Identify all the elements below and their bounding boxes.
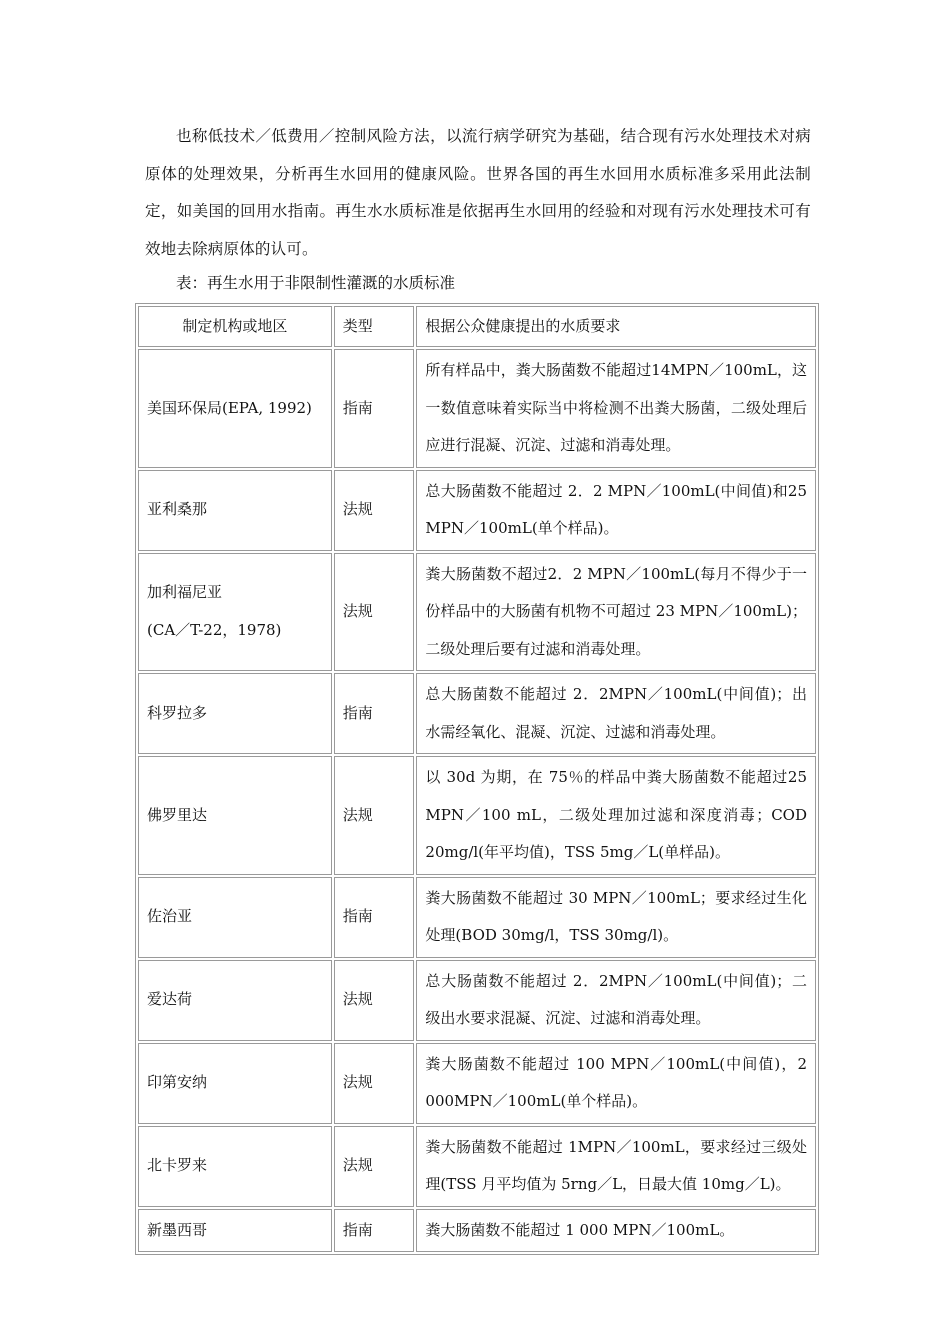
table-row — [138, 877, 816, 958]
org-cell — [138, 470, 332, 551]
requirement-cell: 所有样品中，粪大肠菌数不能超过14MPN／100mL，这一数值意味着实际当中将检测不出粪大肠菌，二级处理后应进行混凝、沉淀、过滤和消毒处理。 — [416, 349, 816, 468]
requirement-cell: 粪大肠菌数不能超过 1 000 MPN／100mL。 — [416, 1209, 816, 1253]
table-row — [138, 1209, 816, 1253]
header-org: 制定机构或地区 — [138, 306, 332, 347]
org-cell — [138, 877, 332, 958]
org-cell — [138, 1209, 332, 1253]
org-name: 印第安纳 — [147, 1073, 208, 1092]
requirement-cell: 总大肠菌数不能超过 2．2 MPN／100mL(中间值)和25 MPN／100mL(单个样品)。 — [416, 470, 816, 551]
intro-paragraph: 也称低技术／低费用／控制风险方法，以流行病学研究为基础，结合现有污水处理技术对病原体的处理效果，分析再生水回用的健康风险。世界各国的再生水回用水质标准多采用此法制定，如美国的回用水指南。再生水水质标准是依据再生水回用的经验和对现有污水处理技术可有效地去除病原体的认可。 — [145, 127, 811, 258]
table-header-row — [138, 306, 816, 347]
table-row — [138, 673, 816, 754]
type-cell: 法规 — [334, 1043, 415, 1124]
org-name: 北卡罗来 — [147, 1156, 208, 1175]
org-cell — [138, 1126, 332, 1207]
type-cell: 法规 — [334, 553, 415, 672]
org-name: 亚利桑那 — [147, 500, 208, 519]
org-name-detail: (CA／T-22，1978) — [147, 620, 282, 639]
org-cell — [138, 673, 332, 754]
table-row — [138, 960, 816, 1041]
table-row — [138, 470, 816, 551]
requirement-cell: 粪大肠菌数不能超过 100 MPN／100mL(中间值)，2 000MPN／100mL(单个样品)。 — [416, 1043, 816, 1124]
type-cell: 法规 — [334, 1126, 415, 1207]
table-row — [138, 349, 816, 468]
org-cell — [138, 756, 332, 875]
org-name: 爱达荷 — [147, 990, 193, 1009]
type-cell: 指南 — [334, 349, 415, 468]
type-cell: 法规 — [334, 756, 415, 875]
header-requirement: 根据公众健康提出的水质要求 — [416, 306, 816, 347]
table-row — [138, 553, 816, 672]
requirement-cell: 总大肠菌数不能超过 2．2MPN／100mL(中间值)；二级出水要求混凝、沉淀、过滤和消毒处理。 — [416, 960, 816, 1041]
table-row — [138, 1043, 816, 1124]
requirement-cell: 粪大肠菌数不能超过 30 MPN／100mL；要求经过生化处理(BOD 30mg/l，TSS 30mg/l)。 — [416, 877, 816, 958]
requirement-cell: 以 30d 为期，在 75％的样品中粪大肠菌数不能超过25 MPN／100 mL，二级处理加过滤和深度消毒；COD 20mg/l(年平均值)，TSS 5mg／L(单样品)。 — [416, 756, 816, 875]
requirement-cell: 粪大肠菌数不超过2．2 MPN／100mL(每月不得少于一份样品中的大肠菌有机物不可超过 23 MPN／100mL)；二级处理后要有过滤和消毒处理。 — [416, 553, 816, 672]
table-row — [138, 756, 816, 875]
org-name: 加利福尼亚 — [147, 583, 223, 602]
water-quality-standards-table — [135, 303, 819, 1255]
org-name: 科罗拉多 — [147, 703, 208, 722]
org-name: 佛罗里达 — [147, 805, 208, 824]
org-name: 新墨西哥 — [147, 1220, 208, 1239]
type-cell: 法规 — [334, 470, 415, 551]
org-cell — [138, 553, 332, 672]
table-caption: 表：再生水用于非限制性灌溉的水质标准 — [176, 274, 456, 292]
type-cell: 指南 — [334, 877, 415, 958]
type-cell: 指南 — [334, 673, 415, 754]
org-cell — [138, 960, 332, 1041]
org-cell — [138, 349, 332, 468]
table-row — [138, 1126, 816, 1207]
requirement-cell: 粪大肠菌数不能超过 1MPN／100mL，要求经过三级处理(TSS 月平均值为 5rng／L，日最大值 10mg／L)。 — [416, 1126, 816, 1207]
requirement-cell: 总大肠菌数不能超过 2．2MPN／100mL(中间值)；出水需经氧化、混凝、沉淀、过滤和消毒处理。 — [416, 673, 816, 754]
type-cell: 指南 — [334, 1209, 415, 1253]
type-cell: 法规 — [334, 960, 415, 1041]
org-name: 美国环保局(EPA, 1992) — [147, 398, 312, 417]
header-type: 类型 — [334, 306, 415, 347]
org-cell — [138, 1043, 332, 1124]
org-name: 佐治亚 — [147, 907, 193, 926]
